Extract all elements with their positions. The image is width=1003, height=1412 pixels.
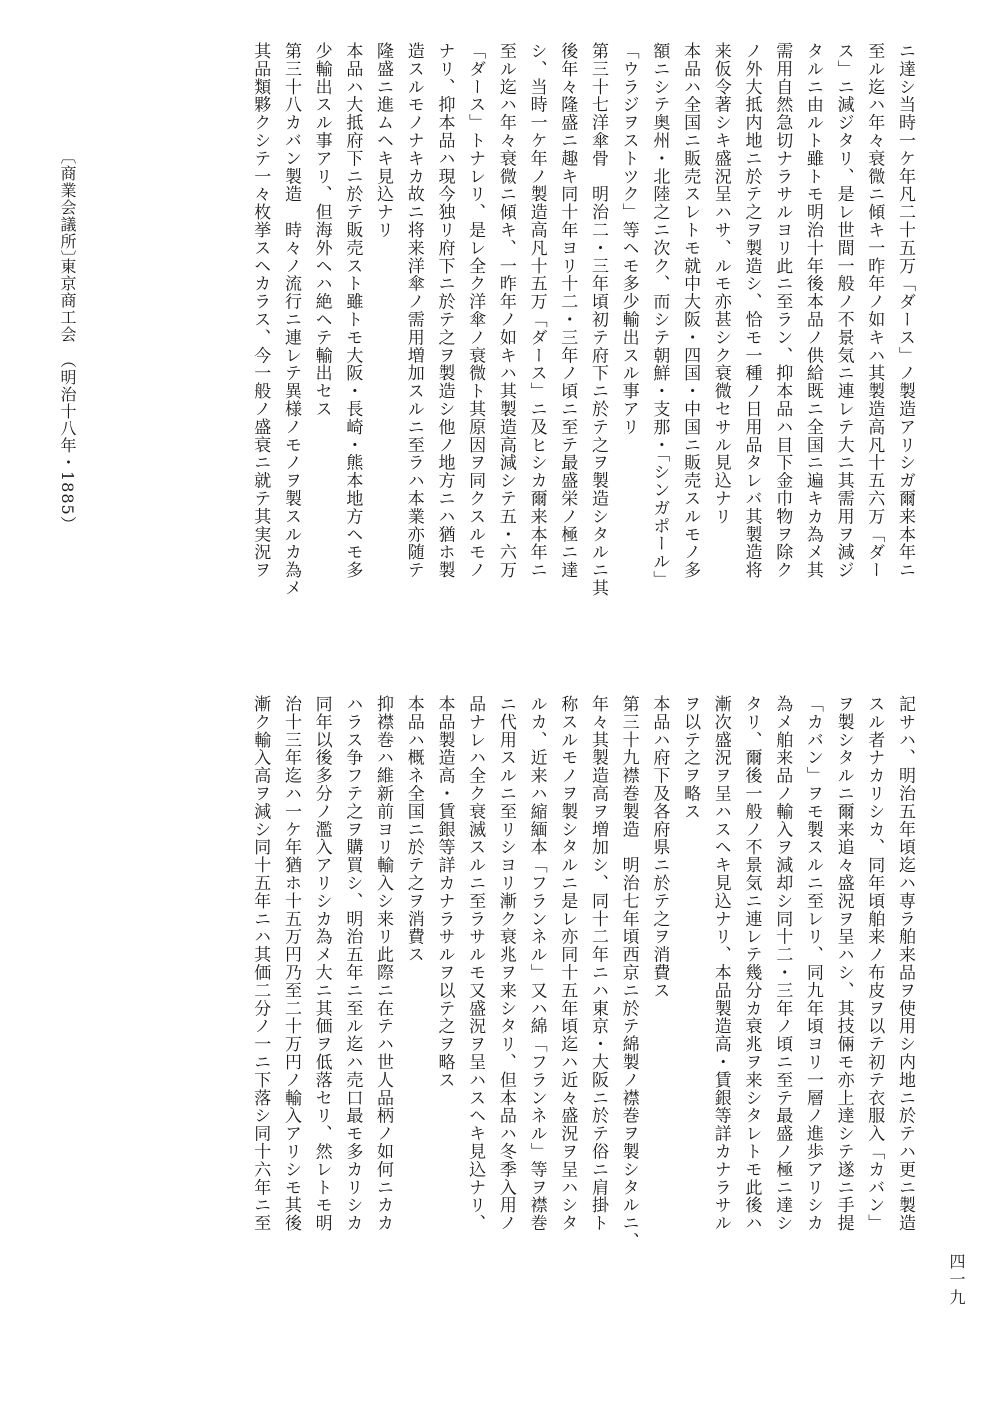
- text-column: 「カバン」ヲモ製スルニ至レリ、同九年頃ヨリ一層ノ進歩アリシカ: [802, 695, 823, 1232]
- text-column: 「ダース」トナレリ、是レ全ク洋傘ノ衰微ト其原因ヲ同クスルモノ: [465, 42, 486, 579]
- text-column: スル者ナカリシカ、同年頃舶来ノ布皮ヲ以テ初テ衣服入「カバン」: [864, 695, 885, 1232]
- text-column: 第三十八カバン製造 時々ノ流行ニ連レテ異様ノモノヲ製スルカ為メ: [280, 42, 301, 597]
- page-number: 四一九: [947, 1253, 966, 1307]
- text-column: 漸次盛況ヲ呈ハスヘキ見込ナリ、本品製造高・賃銀等詳カナラサル: [710, 695, 731, 1232]
- text-column: 額ニシテ奥州・北陸之ニ次ク、而シテ朝鮮・支那・「シンガポール」: [649, 42, 670, 589]
- text-column: ニ達シ当時一ケ年凡二十五万「ダース」ノ製造アリシガ爾来本年ニ: [895, 42, 915, 579]
- text-column: ノ外大抵内地ニ於テ之ヲ製造シ、恰モ一種ノ日用品タレバ其製造将: [741, 42, 762, 579]
- text-column: ナリ、抑本品ハ現今独リ府下ニ於テ之ヲ製造シ他ノ地方ニハ猶ホ製: [434, 42, 455, 579]
- text-column: 需用自然急切ナラサルヨリ此ニ至ラン、抑本品ハ目下金巾物ヲ除ク: [772, 42, 793, 579]
- running-header-date: （明治十八年・1885）: [58, 352, 77, 533]
- text-column: シ、当時一ケ年ノ製造高凡十五万「ダース」ニ及ヒシカ爾来本年ニ: [526, 42, 547, 579]
- text-column: 至ル迄ハ年々衰微ニ傾キ一昨年ノ如キハ其製造高凡十五六万「ダー: [864, 42, 885, 579]
- text-column: 本品ハ大抵府下ニ於テ販売スト雖トモ大阪・長崎・熊本地方ヘモ多: [342, 42, 363, 579]
- text-column: 称スルモノヲ製シタルニ是レ亦同十五年頃迄ハ近々盛況ヲ呈ハシタ: [557, 695, 578, 1232]
- text-column: 造スルモノナキカ故ニ将来洋傘ノ需用増加スルニ至ラハ本業亦随テ: [403, 42, 424, 579]
- text-column: 本品ハ府下及各府県ニ於テ之ヲ消費ス: [649, 695, 670, 1000]
- text-column: ルカ、近来ハ縮緬本「フランネル」又ハ綿「フランネル」等ヲ襟巻: [526, 695, 547, 1232]
- upper-text-block: [100, 42, 920, 678]
- lower-text-block: [83, 695, 920, 1315]
- text-column: タルニ由ルト雖トモ明治十年後本品ノ供給既ニ全国ニ遍キカ為メ其: [802, 42, 823, 579]
- text-column: 本品ハ概ネ全国ニ於テ之ヲ消費ス: [403, 695, 424, 964]
- text-column: 後年々隆盛ニ趣キ同十年ヨリ十二・三年ノ頃ニ至テ最盛栄ノ極ニ達: [557, 42, 578, 579]
- text-column: 為メ舶来品ノ輸入ヲ減却シ同十二・三年ノ頃ニ至テ最盛ノ極ニ達シ: [772, 695, 793, 1232]
- running-header-source: 〔商業会議所〕: [58, 148, 77, 267]
- text-column: 少輸出スル事アリ、但海外ヘハ絶ヘテ輸出セス: [311, 42, 332, 418]
- text-column: 隆盛ニ進ムヘキ見込ナリ: [373, 42, 394, 239]
- text-column: 第三十九襟巻製造 明治七年頃西京ニ於テ綿製ノ襟巻ヲ製シタルニ、: [618, 695, 639, 1250]
- running-header-organization: 東京商工会: [58, 258, 77, 343]
- text-column: 記サハ、明治五年頃迄ハ専ラ舶来品ヲ使用シ内地ニ於テハ更ニ製造: [895, 695, 915, 1232]
- text-column: ハラス争フテ之ヲ購買シ、明治五年ニ至ル迄ハ売口最モ多カリシカ: [342, 695, 363, 1232]
- text-column: 其品類夥クシテ一々枚挙スヘカラス、今一般ノ盛衰ニ就テ其実況ヲ: [250, 42, 271, 579]
- text-column: 同年以後多分ノ濫入アリシカ為メ大ニ其価ヲ低落セリ、然レトモ明: [311, 695, 332, 1232]
- text-column: ニ代用スルニ至リシヨリ漸ク衰兆ヲ来シタリ、但本品ハ冬季入用ノ: [495, 695, 516, 1232]
- text-column: 本品製造高・賃銀等詳カナラサルヲ以テ之ヲ略ス: [434, 695, 455, 1089]
- text-column: ス」ニ減ジタリ、是レ世間一般ノ不景気ニ連レテ大ニ其需用ヲ減ジ: [833, 42, 854, 579]
- text-column: 品ナレハ全ク衰滅スルニ至ラサルモ又盛況ヲ呈ハスヘキ見込ナリ、: [465, 695, 486, 1232]
- text-column: 第三十七洋傘骨 明治二・三年頃初テ府下ニ於テ之ヲ製造シタルニ其: [587, 42, 608, 597]
- text-column: 来仮令著シキ盛況呈ハサ、ルモ亦甚シク衰微セサル見込ナリ: [710, 42, 731, 526]
- text-column: 本品ハ全国ニ販売スレトモ就中大阪・四国・中国ニ販売スルモノ多: [680, 42, 701, 579]
- text-column: 治十三年迄ハ一ケ年猶ホ十五万円乃至二十万円ノ輸入アリシモ其後: [280, 695, 301, 1232]
- text-column: ヲ製シタルニ爾来追々盛況ヲ呈ハシ、其技倆モ亦上達シテ遂ニ手提: [833, 695, 854, 1232]
- text-column: 抑襟巻ハ維新前ヨリ輸入シ来リ此際ニ在テハ世人品柄ノ如何ニカカ: [373, 695, 394, 1232]
- text-column: 「ウラジヲストツク」等ヘモ多少輸出スル事アリ: [618, 42, 639, 436]
- text-column: 漸ク輸入高ヲ減シ同十五年ニハ其価二分ノ一ニ下落シ同十六年ニ至: [250, 695, 271, 1232]
- text-column: ヲ以テ之ヲ略ス: [680, 695, 701, 821]
- text-column: タリ、爾後一般ノ不景気ニ連レテ幾分カ衰兆ヲ来シタレトモ此後ハ: [741, 695, 762, 1232]
- text-column: 年々其製造高ヲ増加シ、同十二年ニハ東京・大阪ニ於テ俗ニ肩掛ト: [587, 695, 608, 1232]
- text-column: 至ル迄ハ年々衰微ニ傾キ、一昨年ノ如キハ其製造高減シテ五・六万: [495, 42, 516, 579]
